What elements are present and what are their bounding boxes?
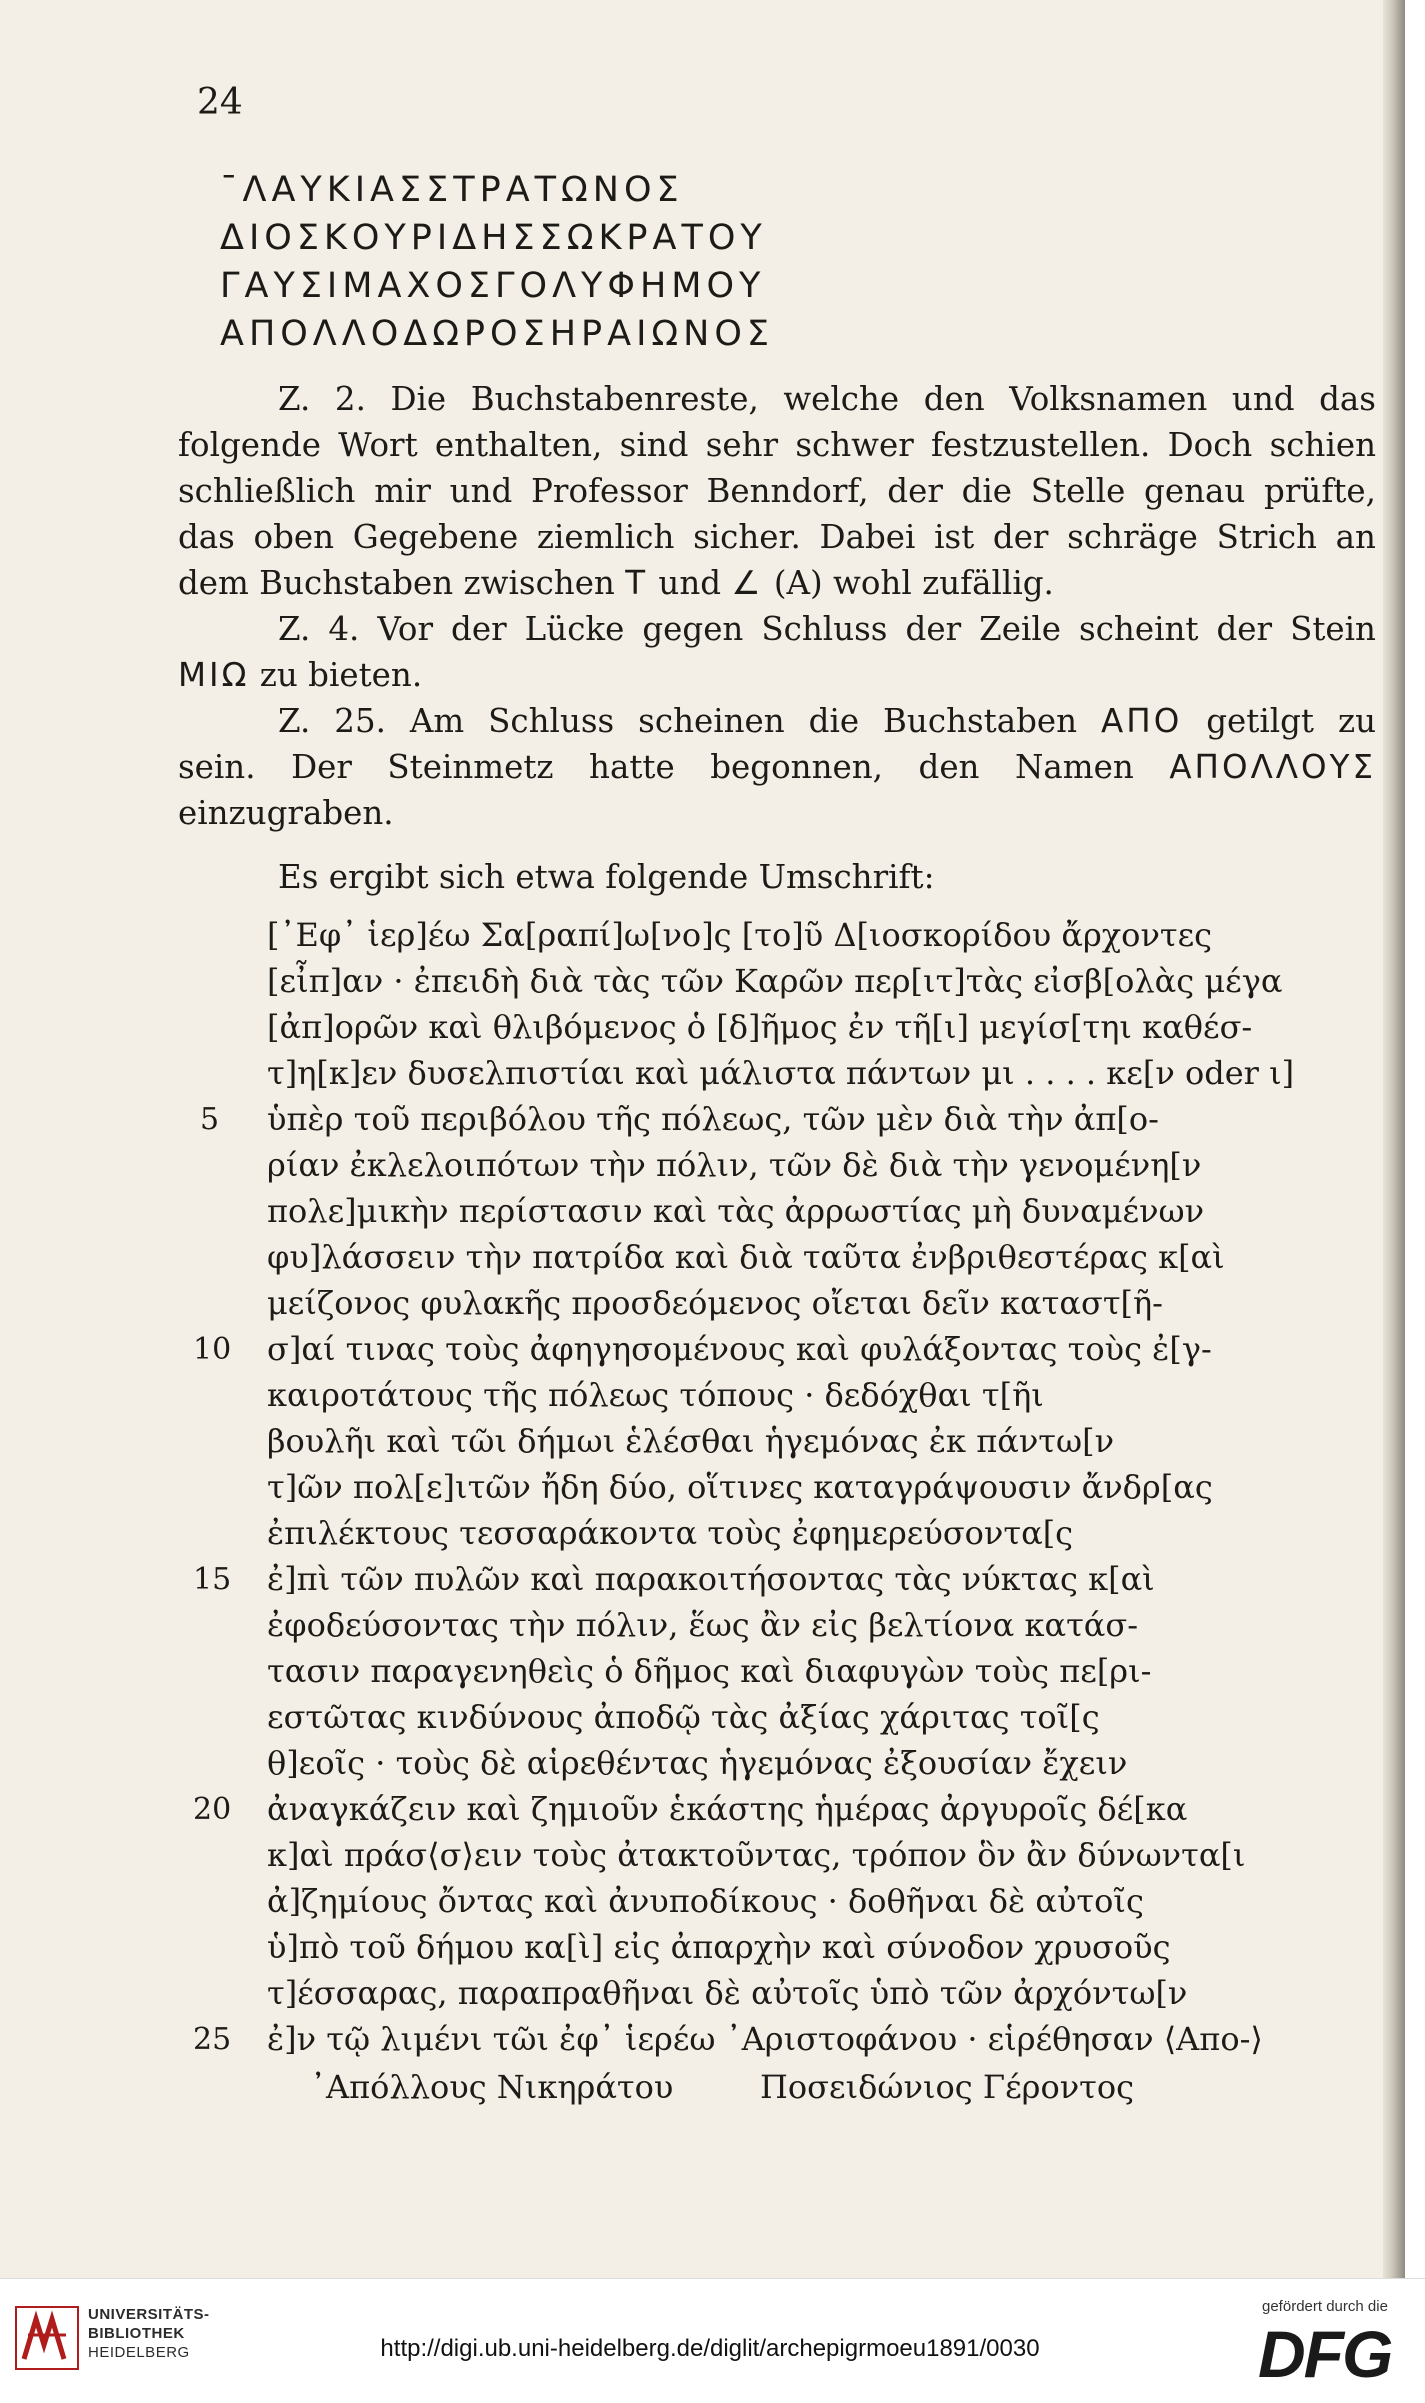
transcription-line: θ]εοῖς · τοὺς δὲ αἱρεθέντας ἡγεμόνας ἐξουσίαν ἔχειν [267,1744,1128,1782]
transcription-line: [ἀπ]ορῶν καὶ θλιβόμενος ὁ [δ]ῆμος ἐν τῆ[ι] μεγίσ[τηι καθέσ- [267,1008,1253,1046]
transcription-line: κ]αὶ πράσ⟨σ⟩ειν τοὺς ἀτακτοῦντας, τρόπον ὃν ἂν δύνωντα[ι [267,1836,1246,1874]
line-number: 5 [200,1102,220,1137]
commentary-line: Z. 4. Vor der Lücke gegen Schluss der Zeile scheint der Stein [278,610,1376,648]
dfg-logo: DFG [1258,2317,1392,2391]
inscription-line: ΓΑΥΣΙΜΑΧΟΣΓΟΛΥΦΗΜΟΥ [220,266,766,306]
transcription-line: εστῶτας κινδύνους ἀποδῷ τὰς ἀξίας χάριτας τοῖ[ς [267,1698,1100,1736]
library-name-line: BIBLIOTHEK [88,2325,185,2342]
names-left: ᾿Απόλλους Νικηράτου [310,2068,674,2106]
commentary-line: Z. 2. Die Buchstabenreste, welche den Volksnamen und das [278,380,1376,418]
transcription-line: μείζονος φυλακῆς προσδεόμενος οἴεται δεῖν καταστ[ῆ- [267,1284,1163,1322]
transcription-line: ἐ]πὶ τῶν πυλῶν καὶ παρακοιτήσοντας τὰς νύκτας κ[αὶ [267,1560,1155,1598]
transcription-line: [εἶπ]αν · ἐπειδὴ διὰ τὰς τῶν Καρῶν περ[ιτ]τὰς εἰσβ[ολὰς μέγα [267,962,1283,1000]
text-run: getilgt zu [1182,702,1376,740]
transcription-line: ἐφοδεύσοντας τὴν πόλιν, ἕως ἂν εἰς βελτίονα κατάσ- [267,1606,1139,1644]
greek-letter: ∠ [731,564,764,602]
commentary-line: einzugraben. [178,794,394,832]
library-name-line: UNIVERSITÄTS- [88,2306,210,2323]
line-number: 15 [193,1562,232,1597]
greek-letters: ΑΠΟΛΛΟΥΣ [1169,748,1376,786]
line-number: 10 [193,1332,232,1367]
transcription-line: ἐπιλέκτους τεσσαράκοντα τοὺς ἐφημερεύσοντα[ς [267,1514,1074,1552]
text-run: Z. 25. Am Schluss scheinen die Buchstaben [278,702,1102,740]
transcription-line: ρίαν ἐκλελοιπότων τὴν πόλιν, τῶν δὲ διὰ τὴν γενομένη[ν [267,1146,1202,1184]
transcription-line: ἀναγκάζειν καὶ ζημιοῦν ἑκάστης ἡμέρας ἀργυροῖς δέ[κα [267,1790,1188,1828]
commentary-line: schließlich mir und Professor Benndorf, der die Stelle genau prüfte, [178,472,1376,510]
page-number: 24 [197,82,243,123]
transcription-line: [᾿Εφ᾿ ἱερ]έω Σα[ραπί]ω[νο]ς [το]ῦ Δ[ιοσκορίδου ἄρχοντες [267,916,1213,954]
transcription-line: ἐ]ν τῷ λιμένι τῶι ἐφ᾿ ἱερέω ᾿Αριστοφάνου · εἱρέθησαν ⟨Απο-⟩ [267,2020,1263,2058]
line-number: 25 [193,2022,232,2057]
transcription-line: ὑπὲρ τοῦ περιβόλου τῆς πόλεως, τῶν μὲν διὰ τὴν ἀπ[ο- [267,1100,1159,1138]
transcription-line: καιροτάτους τῆς πόλεως τόπους · δεδόχθαι τ[ῆι [267,1376,1044,1414]
source-url-link[interactable]: http://digi.ub.uni-heidelberg.de/diglit/archepigrmoeu1891/0030 [380,2335,1040,2362]
text-run: (A) wohl zufällig. [763,564,1054,602]
library-name-line: HEIDELBERG [88,2344,190,2361]
funding-caption: gefördert durch die [1262,2298,1388,2315]
commentary-line [178,748,1376,786]
text-run: zu bieten. [249,656,423,694]
commentary-line [278,702,1376,740]
text-run: und [648,564,732,602]
names-right: Ποσειδώνιος Γέροντος [760,2068,1135,2106]
inscription-line: ΑΠΟΛΛΟΔΩΡΟΣΗΡΑΙΩΝΟΣ [220,314,774,354]
commentary-line [178,656,1378,694]
transcription-line: τασιν παραγενηθεὶς ὁ δῆμος καὶ διαφυγὼν τοὺς πε[ρι- [267,1652,1152,1690]
page-edge-shadow [1383,0,1405,2278]
transcription-line: τ]ῶν πολ[ε]ιτῶν ἤδη δύο, οἵτινες καταγράψουσιν ἄνδρ[ας [267,1468,1213,1506]
inscription-line: ˉΛΑΥΚΙΑΣΣΤΡΑΤΩΝΟΣ [220,170,684,210]
greek-letter: T [625,564,649,602]
transcription-line: πολε]μικὴν περίστασιν καὶ τὰς ἀρρωστίας μὴ δυναμένων [267,1192,1205,1230]
transcription-line: ὑ]πὸ τοῦ δήμου κα[ὶ] εἰς ἀπαρχὴν καὶ σύνοδον χρυσοῦς [267,1928,1171,1966]
transcription-line: σ]αί τινας τοὺς ἀφηγησομένους καὶ φυλάξοντας τοὺς ἐ[γ- [267,1330,1212,1368]
inscription-line: ΔΙΟΣΚΟΥΡΙΔΗΣΣΩΚΡΑΤΟΥ [220,218,767,258]
commentary-line [178,564,1378,602]
text-run: dem Buchstaben zwischen [178,564,626,602]
university-seal-icon [14,2305,80,2371]
transcription-line: τ]η[κ]εν δυσελπιστίαι καὶ μάλιστα πάντων μι . . . . κε[ν oder ι] [267,1054,1295,1092]
line-number: 20 [193,1792,232,1827]
text-run: sein. Der Steinmetz hatte begonnen, den Namen [178,748,1170,786]
commentary-line: das oben Gegebene ziemlich sicher. Dabei ist der schräge Strich an [178,518,1376,556]
transcription-line: ἀ]ζημίους ὄντας καὶ ἀνυποδίκους · δοθῆναι δὲ αὐτοῖς [267,1882,1144,1920]
transcription-line: φυ]λάσσειν τὴν πατρίδα καὶ διὰ ταῦτα ἐνβριθεστέρας κ[αὶ [267,1238,1225,1276]
transcription-intro: Es ergibt sich etwa folgende Umschrift: [278,858,935,896]
transcription-line: τ]έσσαρας, παραπραθῆναι δὲ αὐτοῖς ὑπὸ τῶν ἀρχόντω[ν [267,1974,1188,2012]
greek-letters: ΜΙΩ [178,656,250,694]
transcription-line: βουλῆι καὶ τῶι δήμωι ἑλέσθαι ἡγεμόνας ἐκ πάντω[ν [267,1422,1115,1460]
commentary-line: folgende Wort enthalten, sind sehr schwer festzustellen. Doch schien [178,426,1376,464]
greek-letters: ΑΠΟ [1101,702,1183,740]
